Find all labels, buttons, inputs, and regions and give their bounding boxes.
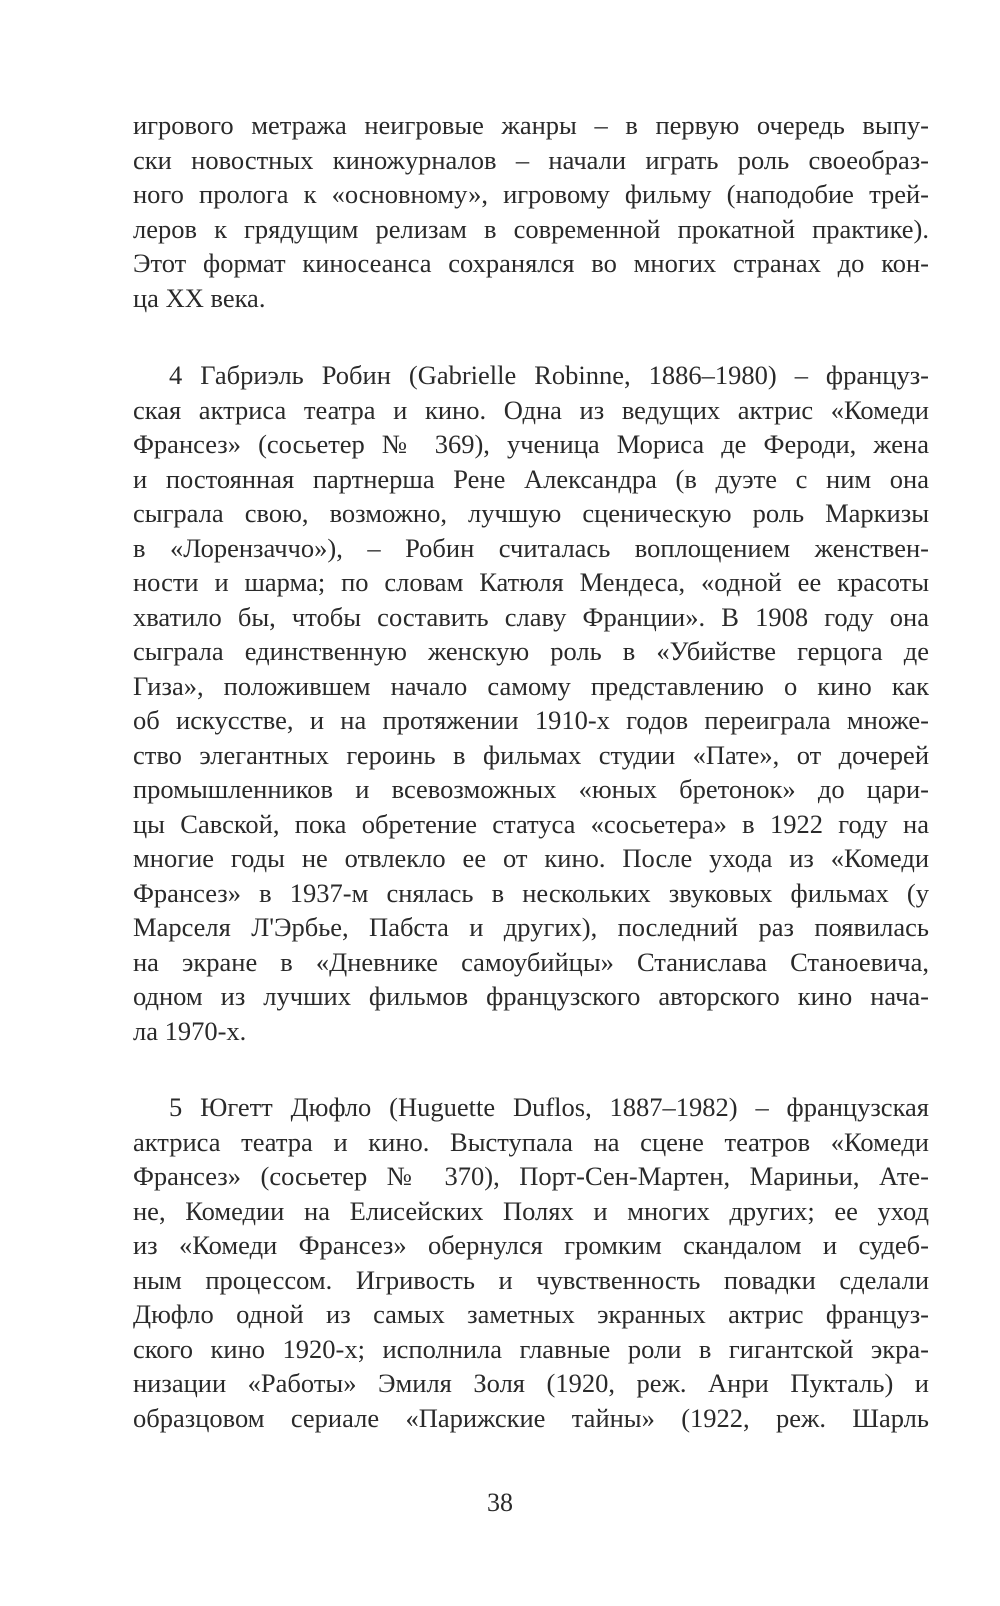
text-line: актриса театра и кино. Выступала на сцене театров «Комеди [133, 1126, 929, 1157]
text-line: сыграла единственную женскую роль в «Убийстве герцога де [133, 636, 929, 666]
text-line: в «Лорензаччо»), – Робин считалась воплощением женствен- [133, 532, 929, 563]
text-line: ство элегантных героинь в фильмах студии «Пате», от дочерей [133, 739, 929, 770]
text-line: Этот формат киносеанса сохранялся во многих странах до кон- [133, 248, 929, 278]
footnote-4 [133, 358, 929, 1048]
text-line: многие годы не отвлекло ее от кино. После ухода из «Комеди [133, 843, 929, 873]
text-line: Дюфло одной из самых заметных экранных актрис француз- [133, 1299, 929, 1329]
text-line: леров к грядущим релизам в современной прокатной практике). [133, 213, 929, 244]
text-line: ным процессом. Игривость и чувственность повадки сделали [133, 1264, 929, 1295]
footnote-5 [133, 1090, 929, 1435]
text-line: одном из лучших фильмов французского авторского кино нача- [133, 981, 929, 1011]
text-line: ски новостных киножурналов – начали играть роль своеобраз- [133, 144, 929, 175]
text-line: Марселя Л'Эрбье, Пабста и других), последний раз появилась [133, 912, 929, 942]
text-line: Франсез» в 1937-м снялась в нескольких звуковых фильмах (у [133, 877, 929, 908]
paragraph-continuation [133, 108, 929, 315]
text-line: ного пролога к «основному», игровому фильму (наподобие трей- [133, 179, 929, 209]
text-line: Франсез» (сосьетер № 369), ученица Мориса де Фероди, жена [133, 429, 929, 459]
text-line: игрового метража неигровые жанры – в первую очередь выпу- [133, 110, 929, 140]
text-line: промышленников и всевозможных «юных бретонок» до цари- [133, 774, 929, 804]
text-line: об искусстве, и на протяжении 1910-х годов переиграла множе- [133, 705, 929, 735]
text-line: не, Комедии на Елисейских Полях и многих других; ее уход [133, 1195, 929, 1226]
text-line: Гиза», положившем начало самому представлению о кино как [133, 670, 929, 701]
text-line: и постоянная партнерша Рене Александра (в дуэте с ним она [133, 463, 929, 494]
text-line: из «Комеди Франсез» обернулся громким скандалом и судеб- [133, 1230, 929, 1260]
text-line: образцовом сериале «Парижские тайны» (1922, реж. Шарль [133, 1402, 929, 1433]
text-line: Франсез» (сосьетер № 370), Порт-Сен-Мартен, Мариньи, Ате- [133, 1161, 929, 1191]
text-line: ла 1970-х. [133, 1015, 247, 1046]
text-line: цы Савской, пока обретение статуса «сосьетера» в 1922 году на [133, 808, 929, 839]
text-line: на экране в «Дневнике самоубийцы» Станислава Станоевича, [133, 946, 929, 977]
text-line: ности и шарма; по словам Катюля Мендеса, «одной ее красоты [133, 567, 929, 597]
text-line: 5 Югетт Дюфло (Huguette Duflos, 1887–1982) – французская [169, 1092, 929, 1122]
text-line: низации «Работы» Эмиля Золя (1920, реж. Анри Пукталь) и [133, 1368, 929, 1398]
text-line: хватило бы, чтобы составить славу Франции». В 1908 году она [133, 601, 929, 632]
text-line: ского кино 1920-х; исполнила главные роли в гигантской экра- [133, 1333, 929, 1364]
text-line: ская актриса театра и кино. Одна из ведущих актрис «Комеди [133, 394, 929, 425]
text-line: сыграла свою, возможно, лучшую сценическую роль Маркизы [133, 498, 929, 528]
text-line: ца XX века. [133, 282, 266, 313]
text-line: 4 Габриэль Робин (Gabrielle Robinne, 1886–1980) – француз- [169, 360, 929, 390]
page-number: 38 [487, 1488, 513, 1517]
